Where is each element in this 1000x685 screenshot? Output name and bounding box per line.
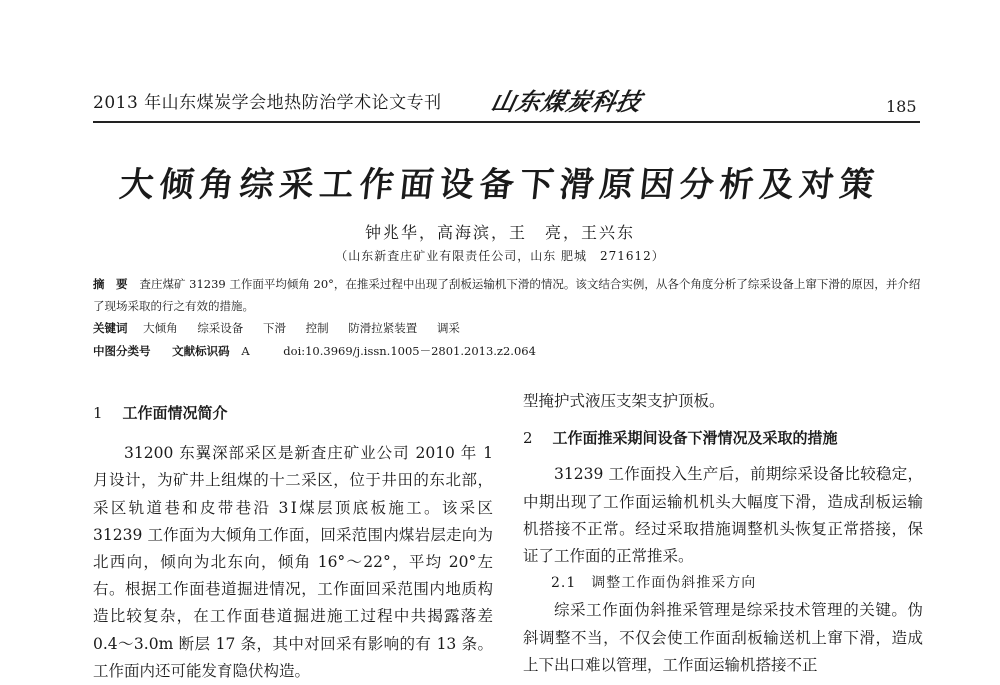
paragraph: 31239 工作面投入生产后，前期综采设备比较稳定，中期出现了工作面运输机机头大幅度下滑，造成刮板运输机搭接不正常。经过采取措施调整机头恢复正常搭接，保证了工作面的正常推采。 bbox=[523, 465, 923, 566]
keyword: 防滑拉紧装置 bbox=[348, 321, 418, 335]
paragraph: 综采工作面伪斜推采管理是综采技术管理的关键。伪斜调整不当，不仅会使工作面刮板输送机上窜下滑，造成上下出口难以管理，工作面运输机搭接不正 bbox=[523, 601, 923, 674]
keyword: 控制 bbox=[305, 321, 329, 335]
subsection-heading: 2.1 调整工作面伪斜推采方向 bbox=[551, 575, 757, 592]
section-number: 1 bbox=[93, 404, 103, 422]
abstract-label: 摘 要 bbox=[93, 277, 128, 291]
keyword: 大倾角 bbox=[143, 321, 178, 335]
section-1-heading bbox=[93, 400, 493, 427]
keywords-label: 关键词 bbox=[93, 321, 128, 335]
left-column bbox=[93, 404, 493, 685]
abstract-text: 査庄煤矿 31239 工作面平均倾角 20°，在推采过程中出现了刮板运输机下滑的情况。该文结合实例，从各个角度分析了综采设备上窜下滑的原因，并介绍了现场采取的行之有效的措施。 bbox=[93, 277, 921, 313]
continuation-line: 型掩护式液压支架支护顶板。 bbox=[523, 392, 725, 410]
header-rule bbox=[93, 121, 920, 123]
journal-title: 2013 年山东煤炭学会地热防治学术论文专刊 bbox=[93, 93, 442, 113]
paragraph: 31200 东翼深部采区是新査庄矿业公司 2010 年 1 月设计，为矿井上组煤的十二采区，位于井田的东北部，采区轨道巷和皮带巷沿 3Ⅰ煤层顶底板施工。该采区 31239 工作面为大倾角工作面，回采范围内煤岩层走向为北西向，倾向为北东向，倾角 16°～22°，平均 20°左右。根据工作面巷道掘进情况，工作面回采范围内地质构造比较复杂，在工作面巷道掘进施工过程中共揭露落差 0.4～3.0m 断层 17 条，其中对回采有影响的有 13 条。工作面内还可能发育隐伏构造。 bbox=[93, 444, 493, 680]
doc-code: A bbox=[241, 344, 250, 358]
keyword: 综采设备 bbox=[197, 321, 244, 335]
clc-label: 中图分类号 bbox=[93, 344, 151, 358]
classification-line bbox=[93, 343, 536, 359]
doc-code-label: 文献标识码 bbox=[172, 344, 230, 358]
doi: doi:10.3969/j.issn.1005－2801.2013.z2.064 bbox=[283, 344, 536, 358]
section-title: 工作面推采期间设备下滑情况及采取的措施 bbox=[552, 429, 838, 448]
paper-title: 大倾角综采工作面设备下滑原因分析及对策 bbox=[117, 165, 882, 205]
page-number: 185 bbox=[886, 97, 917, 116]
section-title: 工作面情况简介 bbox=[122, 404, 228, 422]
keyword: 下滑 bbox=[262, 321, 286, 335]
right-column bbox=[523, 392, 923, 679]
section-number: 2 bbox=[523, 429, 533, 448]
affiliation: （山东新査庄矿业有限责任公司，山东 肥城 271612） bbox=[335, 249, 665, 263]
authors: 钟兆华，高海滨，王 亮，王兴东 bbox=[364, 223, 635, 242]
section-2-heading bbox=[523, 425, 923, 452]
journal-logo: 山东煤炭科技 bbox=[488, 87, 645, 116]
keywords bbox=[93, 320, 476, 336]
abstract bbox=[93, 273, 923, 317]
keyword: 调采 bbox=[436, 321, 460, 335]
